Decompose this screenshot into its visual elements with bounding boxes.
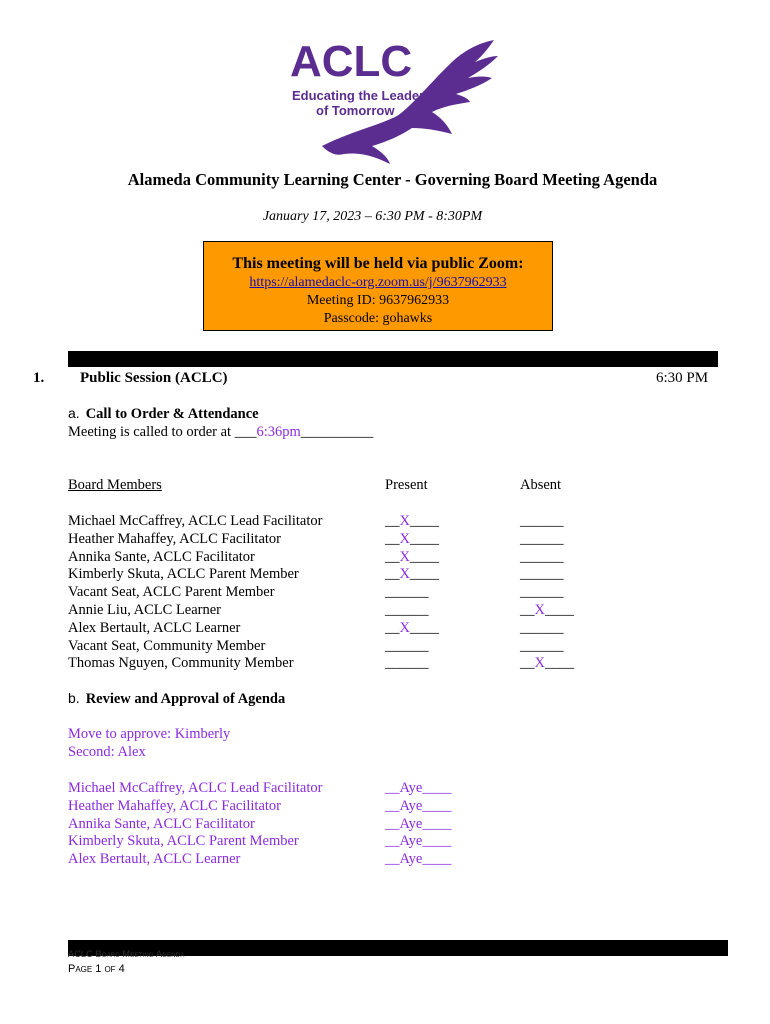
zoom-meeting-id: Meeting ID: 9637962933 (306, 293, 450, 308)
attendance-member-name: Annie Liu, ACLC Learner (68, 602, 222, 618)
attendance-absent-cell: ______ (520, 619, 564, 636)
logo-wordmark: ACLC (290, 37, 413, 86)
section-time: 6:30 PM (656, 370, 709, 386)
attendance-absent-cell: ______ (520, 548, 564, 565)
vote-value: Aye (399, 780, 423, 796)
vote-cell: __Aye____ (385, 851, 452, 868)
item-b-heading (68, 690, 285, 708)
section-number: 1. (33, 370, 45, 386)
attendance-absent-cell: ______ (520, 513, 564, 529)
meeting-date: January 17, 2023 – 6:30 PM - 8:30PM (262, 209, 483, 224)
item-b-letter: b. (68, 690, 80, 706)
attendance-present-cell: ______ (385, 637, 429, 654)
attendance-absent-cell: ______ (520, 584, 564, 601)
section-title: Public Session (ACLC) (80, 370, 228, 386)
vote-member-name: Michael McCaffrey, ACLC Lead Facilitator (68, 780, 323, 796)
logo-tagline-line2: of Tomorrow (316, 103, 395, 118)
vote-value: Aye (399, 833, 423, 850)
attendance-member-name: Vacant Seat, ACLC Parent Member (68, 584, 275, 601)
attendance-present-mark: X (399, 530, 410, 547)
call-to-order-prefix: Meeting is called to order at ___ (68, 424, 257, 440)
footer-doc-name: ACLC Board Meeting Agenda (68, 949, 185, 959)
attendance-present-mark: X (399, 566, 410, 583)
present-header: Present (385, 477, 428, 493)
vote-value: Aye (399, 851, 423, 868)
attendance-present-cell: __X____ (385, 619, 439, 636)
motion-second: Second: Alex (68, 744, 146, 760)
attendance-present-cell: ______ (385, 602, 429, 618)
attendance-absent-cell: ______ (520, 530, 564, 547)
attendance-member-name: Heather Mahaffey, ACLC Facilitator (68, 530, 282, 547)
item-a-letter: a. (68, 405, 80, 421)
attendance-present-cell: ______ (385, 584, 429, 601)
attendance-member-name: Alex Bertault, ACLC Learner (68, 619, 241, 636)
attendance-absent-cell: __X____ (520, 655, 574, 672)
attendance-member-name: Kimberly Skuta, ACLC Parent Member (68, 566, 299, 583)
board-members-header: Board Members (68, 477, 162, 493)
eagle-logo-icon (282, 36, 502, 166)
attendance-present-cell: __X____ (385, 513, 439, 529)
vote-member-name: Heather Mahaffey, ACLC Facilitator (68, 797, 282, 814)
zoom-link[interactable]: https://alamedaclc-org.zoom.us/j/9637962933 (249, 275, 507, 290)
vote-cell: __Aye____ (385, 780, 452, 796)
attendance-present-mark: X (399, 548, 410, 565)
motion-move: Move to approve: Kimberly (68, 726, 231, 742)
attendance-present-cell: ______ (385, 655, 429, 672)
attendance-present-cell: __X____ (385, 530, 439, 547)
zoom-heading: This meeting will be held via public Zoom: (232, 255, 524, 272)
attendance-present-mark: X (399, 619, 410, 636)
attendance-absent-mark: X (534, 655, 545, 672)
document-title: Alameda Community Learning Center - Governing Board Meeting Agenda (127, 170, 658, 189)
aclc-logo (282, 36, 502, 166)
vote-cell: __Aye____ (385, 833, 452, 850)
vote-value: Aye (399, 797, 423, 814)
logo-tagline-line1: Educating the Leaders (292, 88, 432, 103)
attendance-present-cell: __X____ (385, 566, 439, 583)
attendance-present-cell: __X____ (385, 548, 439, 565)
call-to-order-suffix: __________ (300, 424, 374, 440)
vote-member-name: Kimberly Skuta, ACLC Parent Member (68, 833, 299, 850)
vote-cell: __Aye____ (385, 815, 452, 832)
call-to-order-line (68, 424, 373, 442)
attendance-member-name: Annika Sante, ACLC Facilitator (68, 548, 255, 565)
zoom-info-box (203, 241, 553, 331)
attendance-absent-cell: __X____ (520, 602, 574, 618)
vote-member-name: Annika Sante, ACLC Facilitator (68, 815, 255, 832)
attendance-absent-cell: ______ (520, 566, 564, 583)
section-divider (68, 351, 718, 367)
item-a-heading (68, 405, 259, 423)
attendance-absent-cell: ______ (520, 637, 564, 654)
zoom-passcode: Passcode: gohawks (323, 311, 433, 326)
absent-header: Absent (520, 477, 562, 493)
attendance-member-name: Vacant Seat, Community Member (68, 637, 266, 654)
call-to-order-time: 6:36pm (256, 424, 301, 440)
attendance-present-mark: X (399, 513, 410, 529)
vote-member-name: Alex Bertault, ACLC Learner (68, 851, 241, 868)
vote-cell: __Aye____ (385, 797, 452, 814)
footer-page-number: Page 1 of 4 (68, 963, 125, 975)
item-b-title: Review and Approval of Agenda (85, 691, 286, 707)
attendance-member-name: Michael McCaffrey, ACLC Lead Facilitator (68, 513, 323, 529)
attendance-member-name: Thomas Nguyen, Community Member (68, 655, 294, 672)
item-a-title: Call to Order & Attendance (85, 406, 259, 422)
attendance-absent-mark: X (534, 602, 545, 618)
vote-value: Aye (399, 815, 423, 832)
